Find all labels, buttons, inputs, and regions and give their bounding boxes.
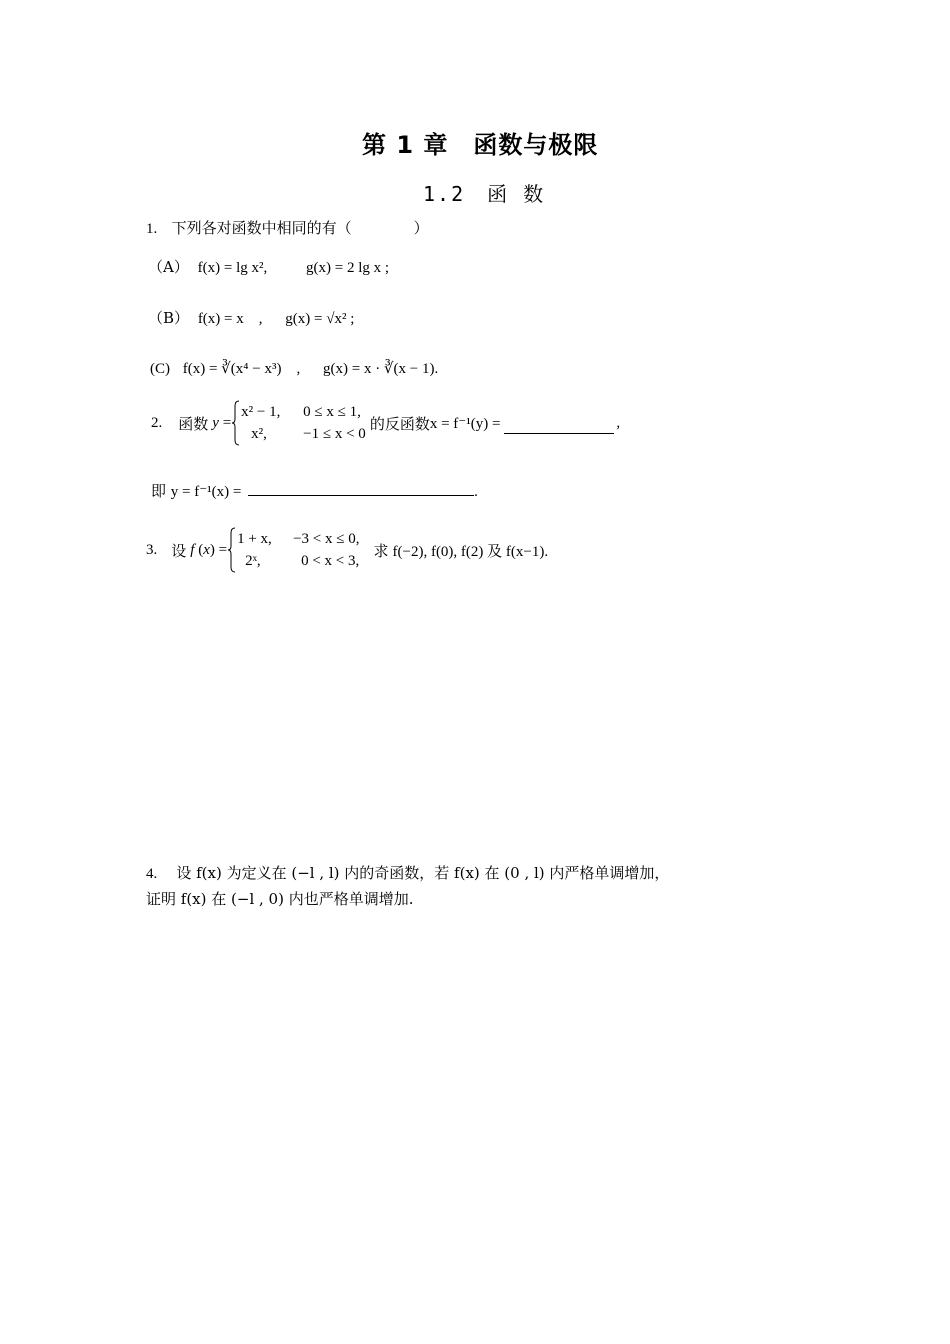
question-text: 设 f(x) 为定义在 (−l , l) 内的奇函数，若 f(x) 在 (0 , l) 内严格单调增加， [176,864,670,882]
punctuation: . [474,484,478,500]
question-4-line-2 [146,888,413,909]
question-text: 设 [171,541,187,560]
question-text: 证明 f(x) 在 (−l , 0) 内也严格单调增加. [146,890,414,908]
question-text-close: ） [413,219,429,237]
question-1-stem [146,217,429,238]
chapter-title: 第 1 章 函数与极限 [362,131,599,159]
option-label: (C) [150,361,170,377]
question-text: 的反函数 [369,414,430,433]
question-text: 函数 [178,414,209,433]
formula: f(x) = x , [197,311,263,327]
question-number: 2. [151,414,163,431]
question-number: 4. [146,866,158,882]
question-text: 求 [373,541,389,560]
question-4 [146,862,669,883]
piecewise-cases [241,401,366,445]
option-label: （B） [148,309,190,327]
formula: g(x) = √x² ; [285,311,355,327]
section-title: 1.2 函 数 [423,182,546,206]
formula-lhs: f (x) = [190,541,228,558]
question-2 [151,400,620,446]
question-text: 即 [151,482,167,500]
left-brace [231,400,241,446]
case-condition: 0 < x < 3, [301,553,360,569]
formula: f(−2), f(0), f(2) 及 f(x−1). [392,543,549,560]
case-condition: −3 < x ≤ 0, [293,531,360,547]
case-expression: x² − 1, [241,404,281,420]
question-3 [146,527,548,573]
option-c [150,357,438,378]
option-a [148,256,389,277]
option-b [148,307,354,328]
question-number: 3. [146,541,158,558]
question-number: 1. [146,221,158,237]
formula: x = f⁻¹(y) = [429,415,501,432]
piecewise-cases [237,528,359,572]
punctuation: , [616,414,621,431]
case-condition: −1 ≤ x < 0 [303,426,366,442]
option-label: （A） [148,258,189,276]
answer-blank[interactable] [248,494,474,496]
formula: f(x) = lg x², [197,260,268,276]
formula: f(x) = ∛(x⁴ − x³) , [182,361,301,377]
case-condition: 0 ≤ x ≤ 1, [303,404,361,420]
formula-lhs: y = [212,414,232,431]
answer-blank[interactable] [504,432,614,434]
question-text: 下列各对函数中相同的有（ [171,219,352,237]
case-expression: x², [251,426,267,442]
left-brace [227,527,237,573]
formula: g(x) = 2 lg x ; [306,260,390,276]
formula: y = f⁻¹(x) = [170,484,242,500]
formula: g(x) = x · ∛(x − 1). [323,361,439,377]
case-expression: 2ˣ, [245,553,261,569]
case-expression: 1 + x, [237,531,272,547]
question-2-line-2 [151,480,478,501]
